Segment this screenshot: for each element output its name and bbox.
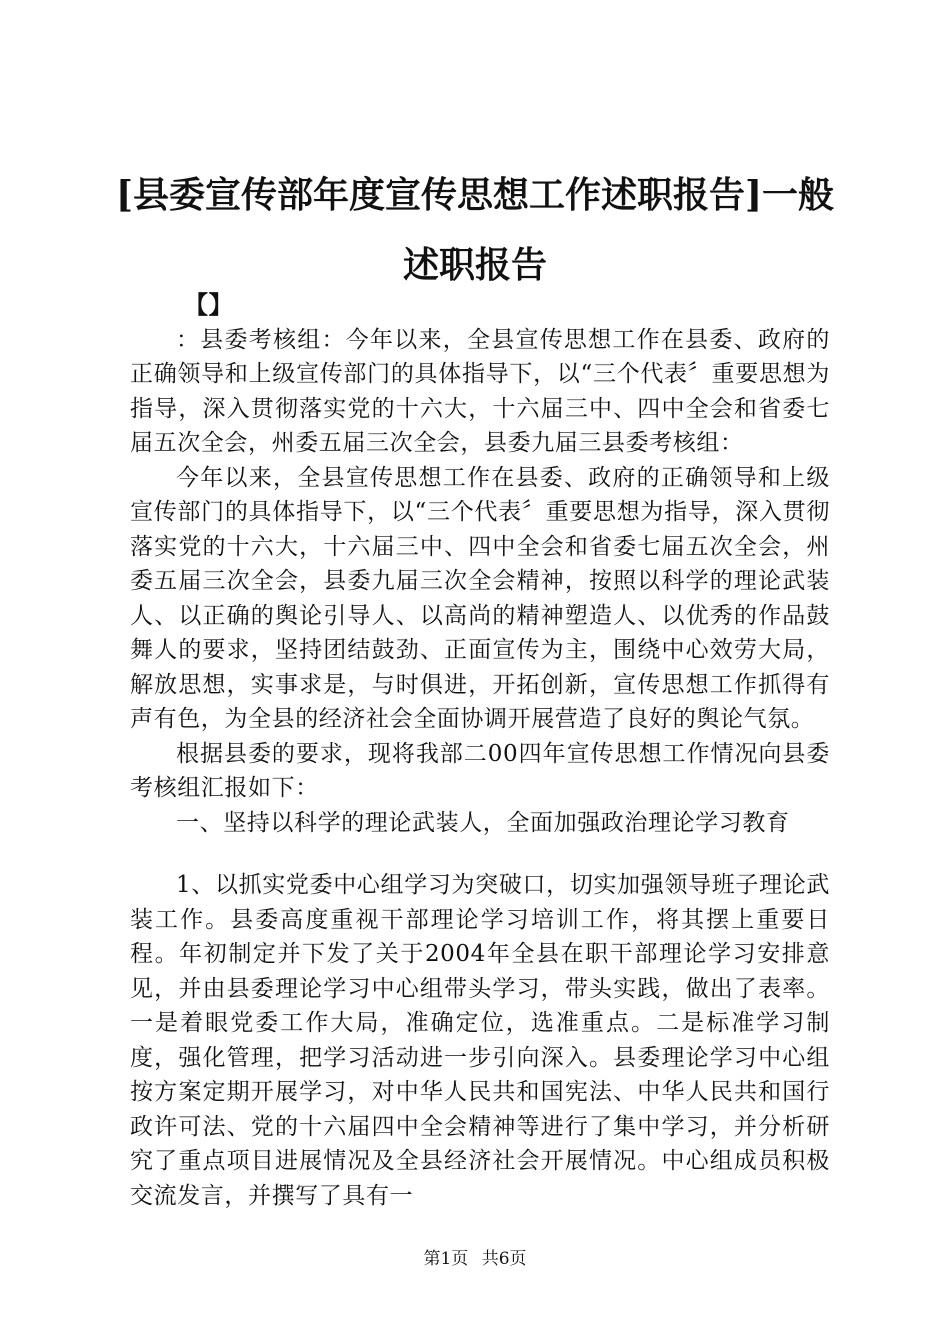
section-heading-one: 一、坚持以科学的理论武装人，全面加强政治理论学习教育 bbox=[176, 809, 790, 836]
document-title: [县委宣传部年度宣传思想工作述职报告]一般述职报告 bbox=[115, 174, 835, 286]
page-total: 共6页 bbox=[481, 1249, 527, 1269]
document-body bbox=[130, 288, 830, 1213]
bracket-mark: 【】 bbox=[184, 290, 234, 319]
paragraph-intro: 今年以来，全县宣传思想工作在县委、政府的正确领导和上级宣传部门的具体指导下，以“三个代表〞重要思想为指导，深入贯彻落实党的十六大，十六届三中、四中全会和省委七届五次全会，州委五届三次全会，县委九届三次全会精神，按照以科学的理论武装人、以正确的舆论引导人、以高尚的精神塑造人、以优秀的作品鼓舞人的要求，坚持团结鼓劲、正面宣传为主，围绕中心效劳大局，解放思想，实事求是，与时俱进，开拓创新，宣传思想工作抓得有声有色，为全县的经济社会全面协调开展营造了良好的舆论气氛。 bbox=[130, 464, 830, 732]
paragraph-gap bbox=[130, 840, 830, 868]
paragraph-report-note: 根据县委的要求，现将我部二00四年宣传思想工作情况向县委考核组汇报如下： bbox=[130, 740, 830, 801]
page-footer bbox=[0, 1244, 950, 1269]
paragraph-item-one: 1、以抓实党委中心组学习为突破口，切实加强领导班子理论武装工作。县委高度重视干部理论学习培训工作，将其摆上重要日程。年初制定并下发了关于2004年全县在职干部理论学习安排意见，并由县委理论学习中心组带头学习，带头实践，做出了表率。一是着眼党委工作大局，准确定位，选准重点。二是标准学习制度，强化管理，把学习活动进一步引向深入。县委理论学习中心组按方案定期开展学习，对中华人民共和国宪法、中华人民共和国行政许可法、党的十六届四中全会精神等进行了集中学习，并分析研究了重点项目进展情况及全县经济社会开展情况。中心组成员积极交流发言，并撰写了具有一 bbox=[130, 872, 830, 1209]
paragraph-salutation: ：县委考核组：今年以来，全县宣传思想工作在县委、政府的正确领导和上级宣传部门的具体指导下，以“三个代表〞重要思想为指导，深入贯彻落实党的十六大，十六届三中、四中全会和省委七届五次全会，州委五届三次全会，县委九届三县委考核组： bbox=[130, 326, 830, 456]
page-number: 第1页 bbox=[423, 1249, 469, 1269]
